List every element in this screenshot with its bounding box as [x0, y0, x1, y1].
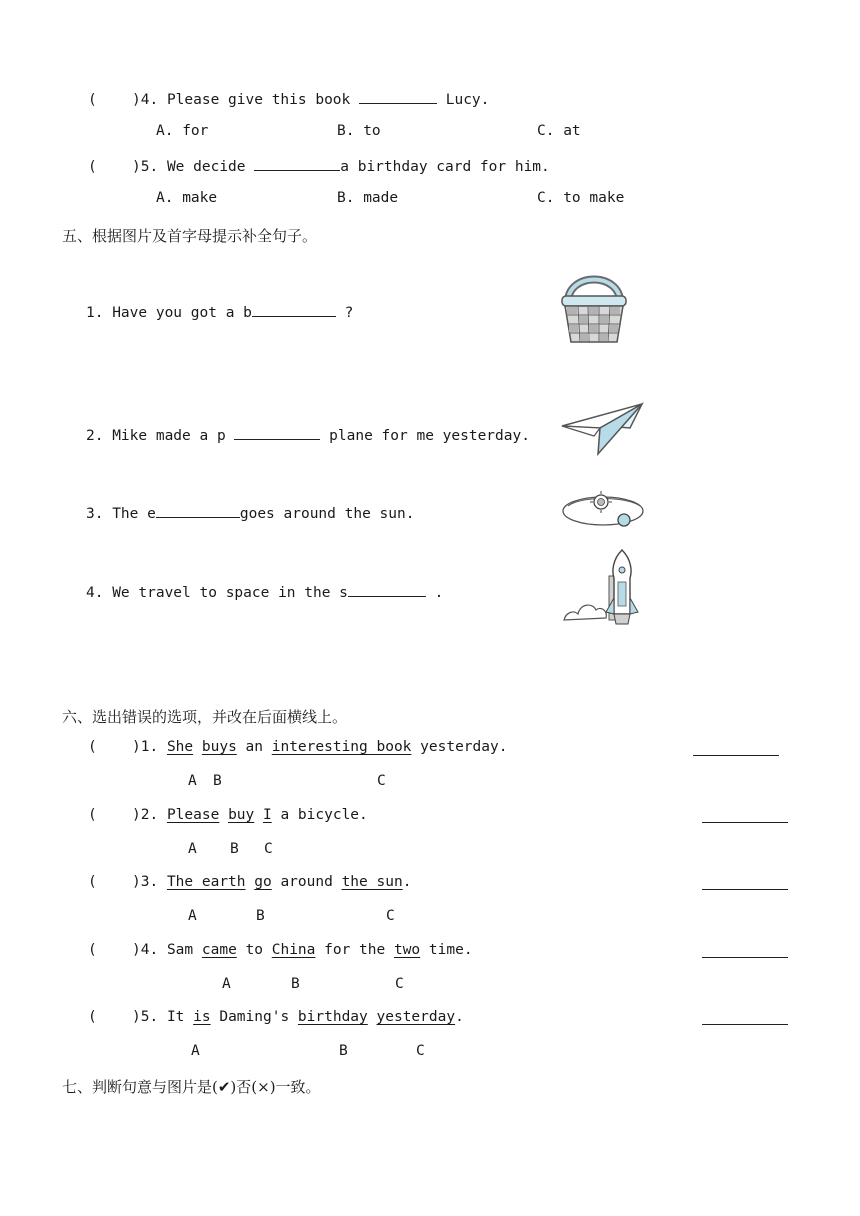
item-text: The e [112, 506, 156, 522]
letter-b: B [256, 908, 265, 924]
answer-blank[interactable] [234, 425, 320, 440]
error-item-2 [88, 807, 368, 823]
option-c-text: interesting book [271, 739, 412, 755]
correction-line[interactable] [693, 755, 779, 756]
plain-text: Sam [166, 942, 194, 958]
letter-c: C [386, 908, 395, 924]
item-number: )2. [132, 807, 159, 823]
question-4-4 [88, 89, 489, 108]
option-a: A. for [156, 123, 209, 139]
item-text-end: ? [344, 305, 354, 321]
item-number: )5. [132, 1009, 159, 1025]
option-a-text: is [193, 1009, 211, 1025]
answer-blank[interactable] [359, 89, 437, 104]
item-text: Mike made a p [112, 428, 226, 444]
answer-blank[interactable] [252, 302, 336, 317]
option-b-text: China [271, 942, 316, 958]
letter-a: A [188, 908, 197, 924]
letter-c: C [377, 773, 386, 789]
answer-paren[interactable]: ( [88, 1009, 97, 1025]
answer-blank[interactable] [156, 503, 240, 518]
question-4-5 [88, 156, 550, 175]
option-c: C. to make [537, 190, 625, 206]
question-number: )4. [132, 92, 159, 108]
basket-icon [558, 264, 630, 346]
letter-a: A [188, 773, 197, 789]
letter-c: C [395, 976, 404, 992]
letter-c: C [416, 1043, 425, 1059]
error-item-3 [88, 874, 411, 890]
paper-plane-icon [560, 402, 646, 458]
question-text-end: a birthday card for him. [340, 159, 550, 175]
item-number: 3. [86, 506, 104, 522]
item-text-end: . [434, 585, 444, 601]
answer-paren[interactable]: ( [88, 942, 97, 958]
option-a-text: She [166, 739, 194, 755]
item-text-end: goes around the sun. [239, 506, 415, 522]
error-item-5 [88, 1009, 464, 1025]
item-number: )4. [132, 942, 159, 958]
option-b-text: buy [228, 807, 255, 823]
correction-line[interactable] [702, 957, 788, 958]
option-a-text: Please [166, 807, 220, 823]
fill-item-2 [86, 425, 530, 444]
option-c: C. at [537, 123, 581, 139]
error-item-4 [88, 942, 473, 958]
letter-b: B [339, 1043, 348, 1059]
correction-line[interactable] [702, 889, 788, 890]
section-7-title: 七、判断句意与图片是(✔)否(×)一致。 [62, 1078, 321, 1096]
section-6-title: 六、选出错误的选项，并改在后面横线上。 [62, 708, 348, 726]
item-text-end: plane for me yesterday. [329, 428, 530, 444]
answer-paren[interactable]: ( [88, 159, 97, 175]
answer-blank[interactable] [348, 582, 426, 597]
option-b-text: go [254, 874, 272, 890]
question-number: )5. [132, 159, 159, 175]
option-b-text: buys [201, 739, 237, 755]
letter-c: C [264, 841, 273, 857]
plain-text: . [455, 1009, 464, 1025]
fill-item-1 [86, 302, 353, 321]
plain-text: It [166, 1009, 185, 1025]
answer-paren[interactable]: ( [88, 92, 97, 108]
item-number: 4. [86, 585, 104, 601]
error-item-1 [88, 739, 507, 755]
option-c-text: the sun [341, 874, 403, 890]
question-text: We decide [166, 159, 246, 175]
item-number: )3. [132, 874, 159, 890]
option-a: A. make [156, 190, 218, 206]
letter-a: A [222, 976, 231, 992]
plain-text: . [402, 874, 412, 890]
plain-text: a bicycle. [280, 807, 368, 823]
letter-a: A [188, 841, 197, 857]
plain-text: to [245, 942, 263, 958]
plain-text: for the [324, 942, 386, 958]
spaceship-icon [560, 548, 648, 628]
option-a-text: came [201, 942, 237, 958]
item-text: We travel to space in the s [112, 585, 348, 601]
plain-text: yesterday. [420, 739, 508, 755]
item-number: 1. [86, 305, 104, 321]
fill-item-3 [86, 503, 414, 522]
question-text: Please give this book [166, 92, 351, 108]
answer-blank[interactable] [254, 156, 340, 171]
answer-paren[interactable]: ( [88, 807, 97, 823]
option-c-text: yesterday [376, 1009, 456, 1025]
option-b: B. to [337, 123, 381, 139]
option-b-text: birthday [297, 1009, 368, 1025]
question-text-end: Lucy. [445, 92, 490, 108]
option-c-text: two [393, 942, 421, 958]
correction-line[interactable] [702, 1024, 788, 1025]
section-5-title: 五、根据图片及首字母提示补全句子。 [62, 227, 318, 245]
item-number: )1. [132, 739, 159, 755]
plain-text: an [245, 739, 263, 755]
item-number: 2. [86, 428, 104, 444]
letter-b: B [230, 841, 239, 857]
answer-paren[interactable]: ( [88, 874, 97, 890]
plain-text: around [280, 874, 333, 890]
item-text: Have you got a b [112, 305, 252, 321]
letter-a: A [191, 1043, 200, 1059]
option-a-text: The earth [166, 874, 246, 890]
earth-orbit-icon [560, 488, 646, 534]
plain-text: Daming's [219, 1009, 290, 1025]
answer-paren[interactable]: ( [88, 739, 97, 755]
letter-b: B [291, 976, 300, 992]
fill-item-4 [86, 582, 443, 601]
plain-text: time. [428, 942, 473, 958]
correction-line[interactable] [702, 822, 788, 823]
option-c-text: I [263, 807, 272, 823]
letter-b: B [213, 773, 222, 789]
option-b: B. made [337, 190, 399, 206]
